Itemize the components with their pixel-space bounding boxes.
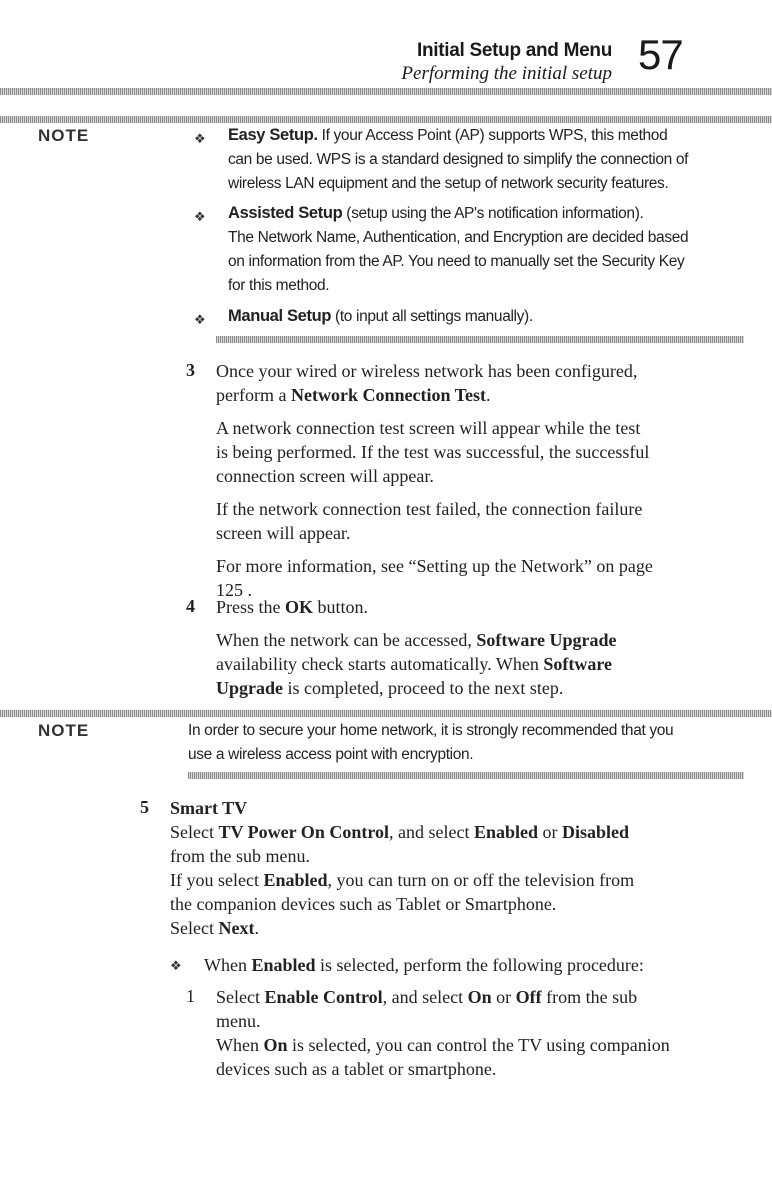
note1-label: NOTE	[38, 126, 90, 145]
step-5-sub-number: 1	[186, 986, 195, 1006]
chapter-title: Initial Setup and Menu	[416, 40, 612, 61]
note1-item-manual-setup: Manual Setup (to input all settings manually).	[228, 307, 533, 325]
note1-bullet-1-icon: ❖	[194, 131, 206, 146]
step-4-text: Press the OK button. When the network can be accessed, Software Upgrade availability check starts automatically. When Software Upgrade is completed, proceed to the next step.	[216, 597, 617, 698]
note2-text: In order to secure your home network, it is strongly recommended that you use a wireless access point with encryption.	[188, 722, 674, 763]
note2-label: NOTE	[38, 721, 90, 740]
page-number: 57	[638, 31, 683, 78]
step-5-bullet-icon: ❖	[170, 958, 182, 973]
header-rule	[0, 88, 772, 95]
step-5-sub-text: Select Enable Control, and select On or Off from the sub menu. When On is selected, you can control the TV using companion devices such as a tablet or smartphone.	[216, 987, 670, 1079]
note1-bullet-3-icon: ❖	[194, 312, 206, 327]
step-3-number: 3	[186, 360, 195, 380]
note2-bottom-rule	[188, 772, 744, 779]
note1-top-rule	[0, 116, 772, 123]
step-5-text: Smart TV Select TV Power On Control, and select Enabled or Disabled from the sub menu. If you select Enabled, you can turn on or off the television from the companion devices such as Tablet or Smartphone. Select Next.	[170, 798, 635, 938]
step-3-text: Once your wired or wireless network has been configured, perform a Network Connection Test. A network connection test screen will appear while the test is being performed. If the test was successful, the successful connection screen will appear. If the network connection test failed, the connection failure screen will appear. For more information, see “Setting up the Network” on page 125 .	[216, 361, 653, 600]
note1-bottom-rule	[216, 336, 744, 343]
step-5-number: 5	[140, 797, 149, 817]
step-4-number: 4	[186, 596, 195, 616]
note1-item-easy-setup: Easy Setup. If your Access Point (AP) supports WPS, this method can be used. WPS is a standard designed to simplify the connection of wireless LAN equipment and the setup of network security features.	[228, 126, 689, 192]
note1-item-assisted-setup: Assisted Setup (setup using the AP's notification information). The Network Name, Authentication, and Encryption are decided based on information from the AP. You need to manually set the Security Key for this method.	[228, 204, 689, 294]
note1-bullet-2-icon: ❖	[194, 209, 206, 224]
step-5-bullet-text: When Enabled is selected, perform the following procedure:	[204, 955, 644, 975]
note2-top-rule	[0, 710, 772, 717]
section-title: Performing the initial setup	[401, 63, 612, 84]
